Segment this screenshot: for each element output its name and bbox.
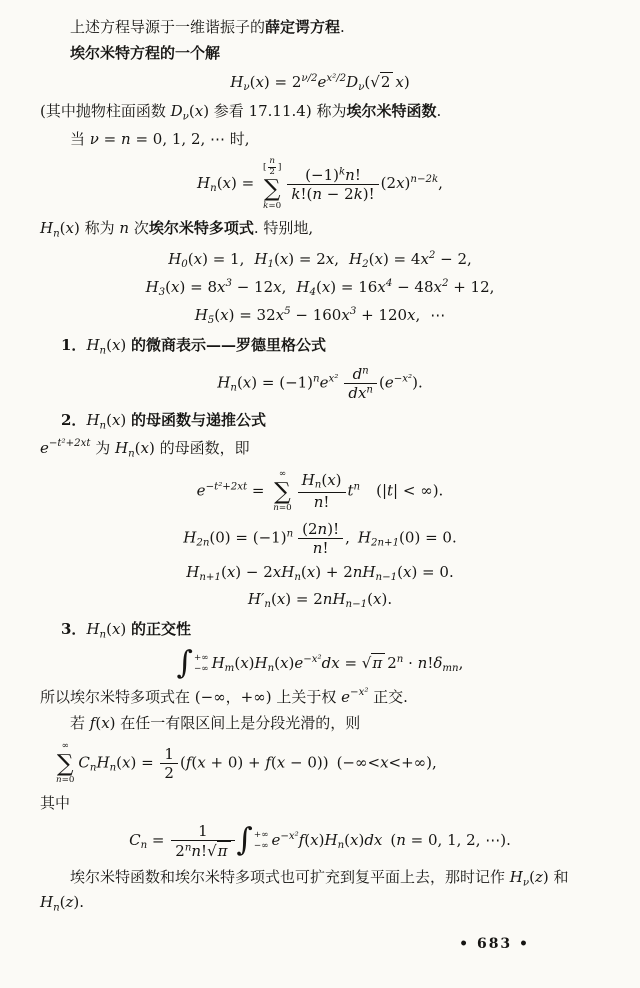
section-1-heading: 1．$H_n(x)$ 的微商表示——罗德里格公式	[61, 336, 327, 357]
intro-paragraph: 上述方程导源于一维谐振子的薛定谔方程.	[70, 18, 345, 36]
polynomials-h3-h4-formula: $H3(x) = 8x^3 - 12x$, $H4(x) = 16x^4 - 48x^2 + 12$,	[145, 277, 495, 298]
solution-heading: 埃尔米特方程的一个解	[70, 44, 221, 63]
page-number: • 683 •	[459, 936, 530, 952]
recurrence-formula: Hn+1(x) − 2xHn(x) + 2nHn−1(x) = 0.	[186, 562, 454, 583]
coefficient-formula: Cn = 1 2$^n$n! √ π ∫ +∞ −∞ $e^{-x^2}f(x)Hn(x)dx$ (n = 0, 1, 2, ⋯).	[129, 821, 511, 860]
where-label: 其中	[40, 794, 71, 813]
values-at-zero-formula: $H2n(0) = (-1)^n$ $\frac{(2n)!}{n!}$ , H2n+1(0) = 0.	[183, 519, 457, 557]
generating-function-line: $e^{-t^2+2xt}$ 为 $H_n(x)$ 的母函数，即	[40, 438, 250, 460]
polynomial-definition-note: $H_n(x)$ 称为 n 次埃尔米特多项式. 特别地,	[40, 219, 314, 240]
closing-paragraph: 埃尔米特函数和埃尔米特多项式也可扩充到复平面上去，那时记作 $H_\nu(z)$ 和 $H_n(z)$.	[40, 867, 569, 914]
section-3-heading: 3．$H_n(x)$ 的正交性	[61, 620, 192, 641]
orthogonality-note: 所以埃尔米特多项式在 (−∞，+∞) 上关于权 $e^{-x^2}$ 正交.	[40, 686, 408, 706]
polynomials-h0-h2-formula: H0(x) = 1, H1(x) = 2x, $H2(x) = 4x^2 - 2$,	[168, 249, 472, 270]
hermite-function-formula: $H\nu(x) = 2^{\nu/2}e^{x^2/2}D\nu$( √ 2 x)	[230, 72, 410, 93]
rodrigues-formula: $Hn(x) = (-1)^ne^{x^2}$ $\frac{d^n}{dx^n}$ $(e^{-x^2})$.	[217, 364, 423, 402]
orthogonality-formula: ∫ +∞ −∞ $Hm(x)Hn(x)e^{-x^2}dx$ = √ π $2^n \cdot n!\delta mn$,	[176, 644, 464, 681]
hermite-series-formula: Hn(x) = [ $\frac{n}{2}$ ] ∑ k=0 $\frac{(-1)^kn!}{k!(n - 2k)!}$ $(2x)^{n-2k}$,	[197, 156, 443, 211]
parabolic-cylinder-note: (其中抛物柱面函数 $D_\nu(x)$ 参看 17.11.4) 称为埃尔米特函数.	[40, 101, 442, 123]
polynomial-h5-formula: $H5(x) = 32x^5 - 160x^3 + 120x$, ⋯	[194, 305, 446, 326]
when-condition-line: 当 ν = n = 0, 1, 2, ⋯ 时,	[70, 129, 250, 148]
section-2-heading: 2．$H_n(x)$ 的母函数与递推公式	[61, 410, 267, 432]
expansion-formula: ∞ ∑ n=0 CnHn(x) = $\frac{1}{2}$ (f(x + 0) + f(x − 0)) (−∞<x<+∞),	[56, 741, 437, 786]
piecewise-smooth-line: 若 f(x) 在任一有限区间上是分段光滑的，则	[70, 714, 361, 732]
derivative-formula: H′n(x) = 2nHn−1(x).	[247, 589, 393, 610]
generating-function-formula: $e^{-t^2+2xt}$ = ∞ ∑ n=0 $\frac{Hn(x)}{n!}$ $t^n$ (|t| < ∞).	[196, 468, 444, 513]
